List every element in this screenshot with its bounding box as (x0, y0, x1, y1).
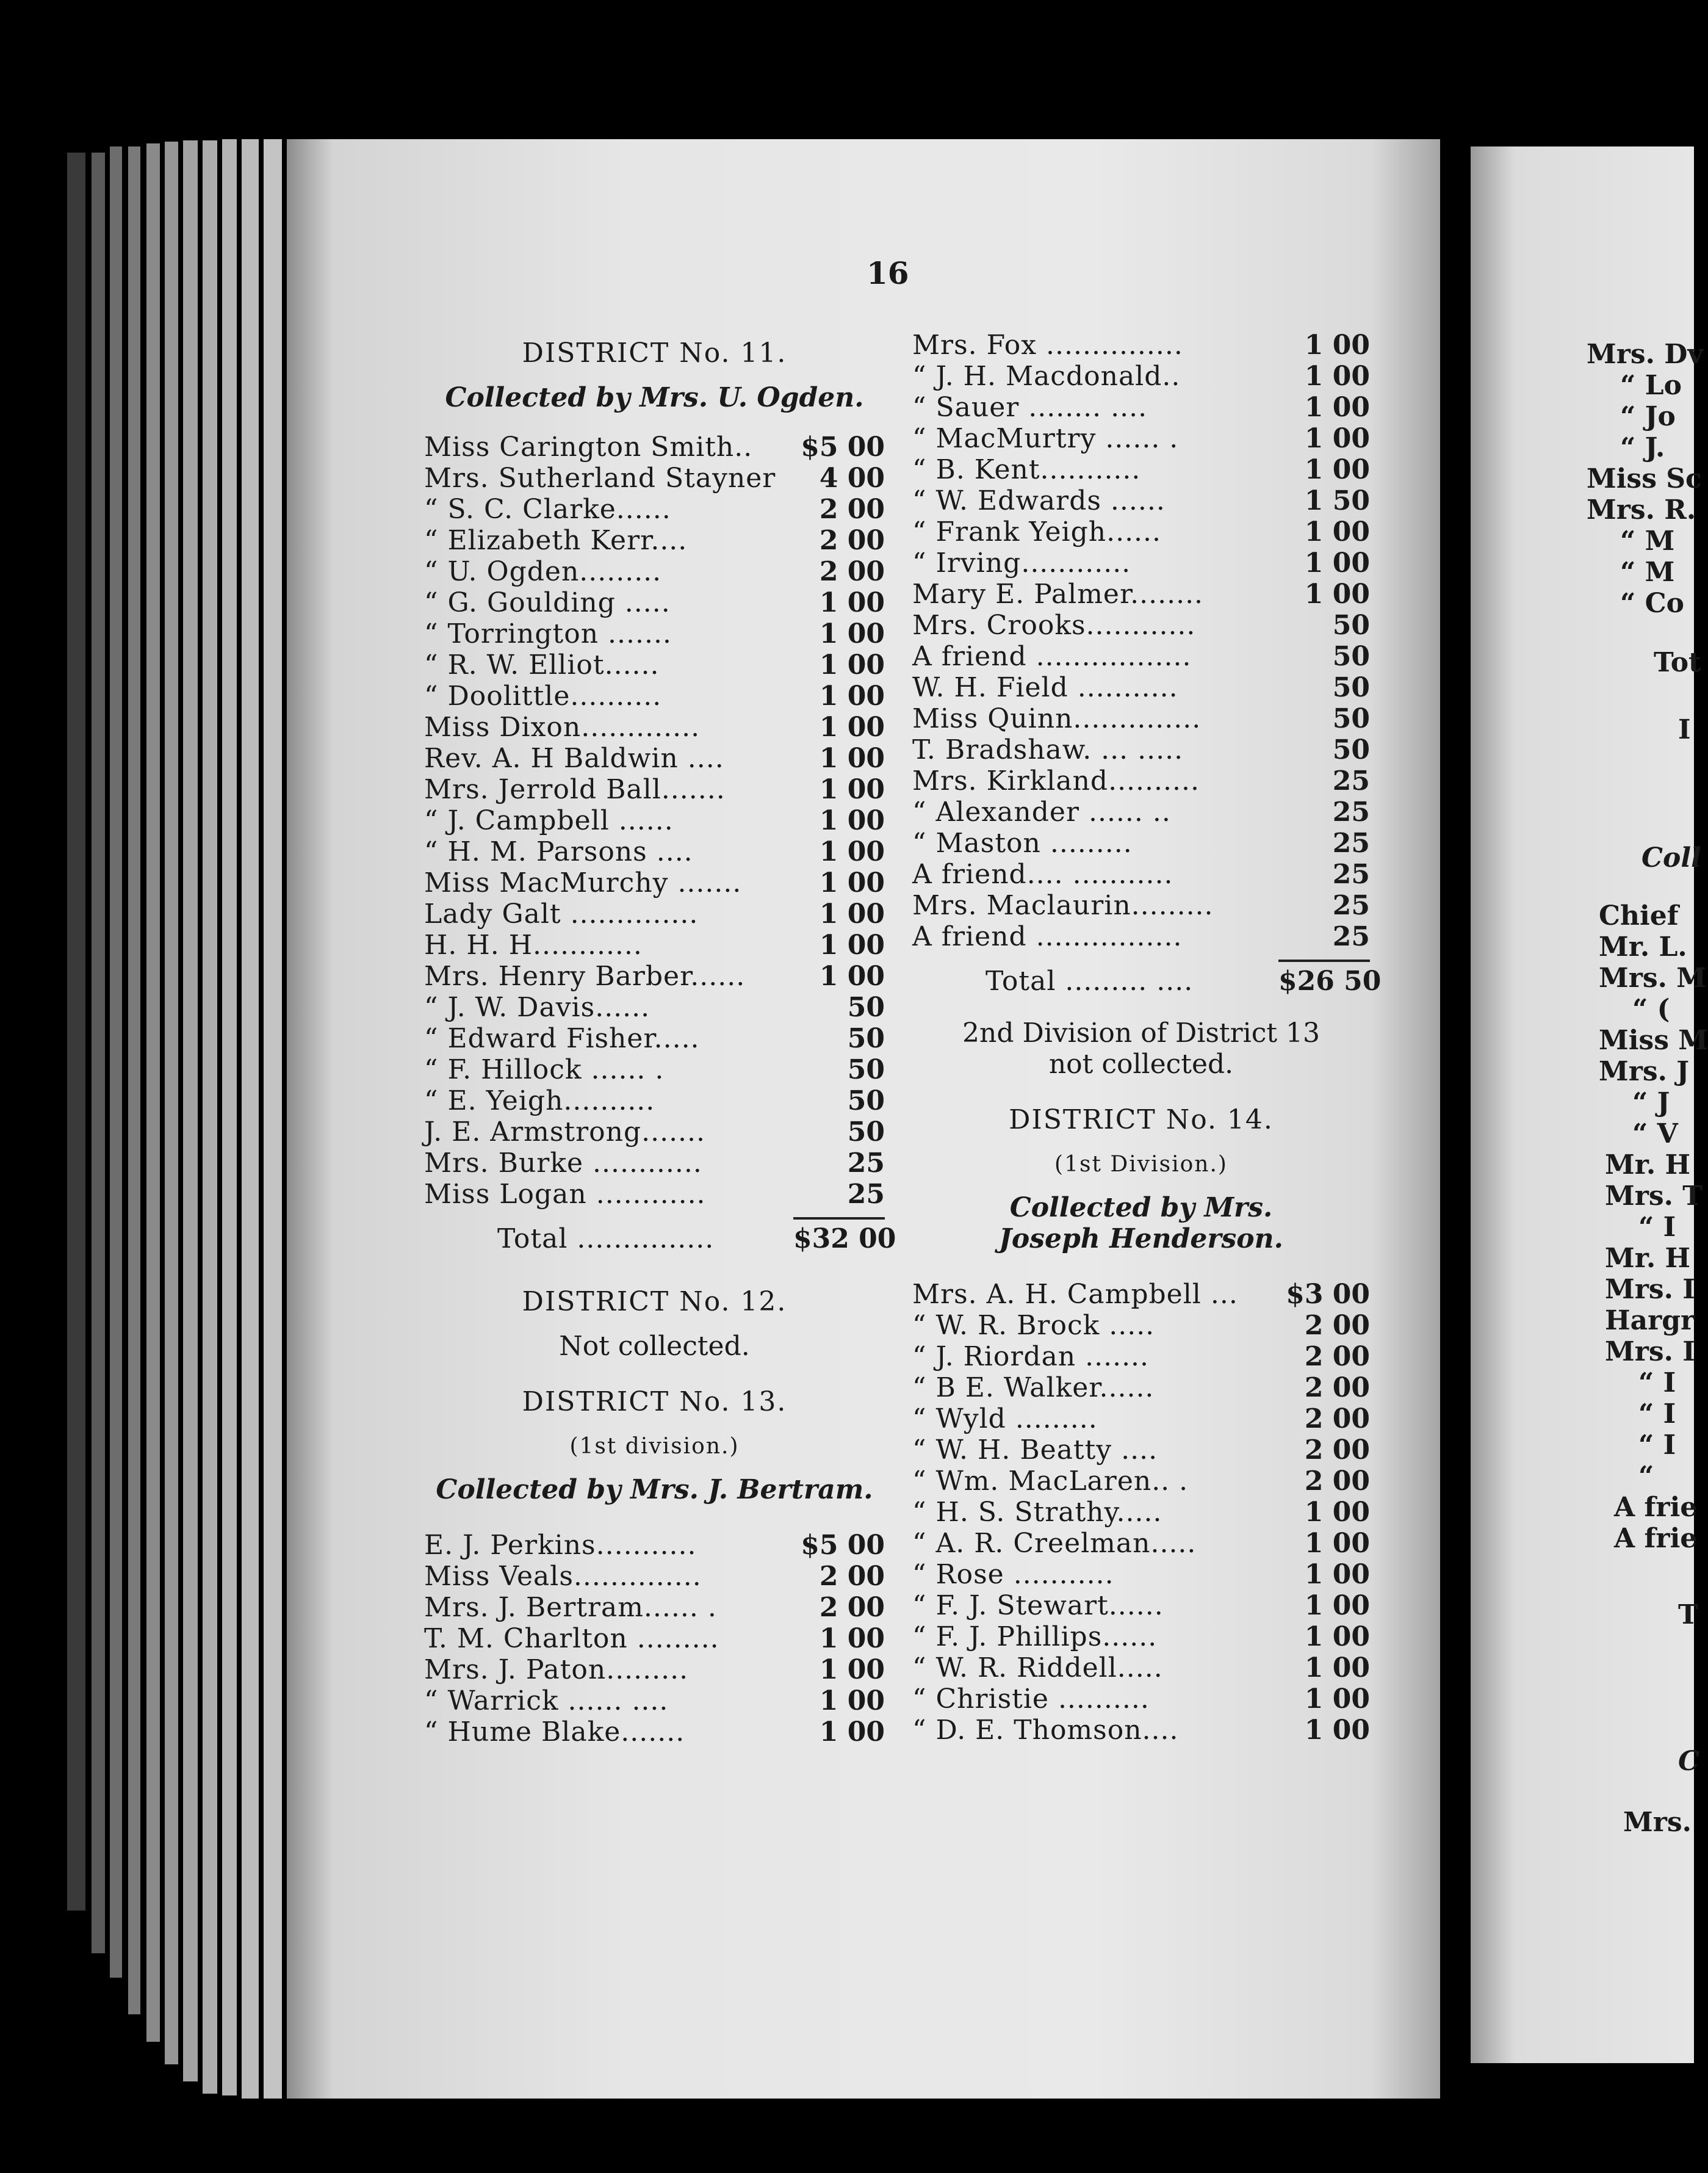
fragment-line: Mrs. I (1605, 1274, 1695, 1305)
fragment-line: Chief (1599, 900, 1679, 931)
list-item: “ Frank Yeigh...... 1 00 (912, 516, 1370, 548)
fragment-line: C (1678, 1746, 1700, 1777)
list-item: “ Edward Fisher..... 50 (424, 1023, 885, 1054)
district-11-total: Total ............... $32 00 (497, 1223, 896, 1254)
list-item: T. Bradshaw. ... ..... 50 (912, 734, 1370, 765)
fragment-line: Mrs. J (1599, 1056, 1690, 1087)
fragment-line: I (1678, 714, 1691, 745)
fragment-line: “ Jo (1620, 401, 1676, 432)
district-13-heading: DISTRICT No. 13. (522, 1386, 787, 1417)
list-item: Miss Dixon............. 1 00 (424, 712, 885, 743)
fragment-line: “ J. (1620, 432, 1665, 463)
list-item: “ W. Edwards ...... 1 50 (912, 485, 1370, 516)
list-item: H. H. H............ 1 00 (424, 930, 885, 961)
list-item: Mrs. Maclaurin......... 25 (912, 890, 1370, 921)
district-13-division: (1st division.) (569, 1434, 740, 1459)
fragment-line: “ I (1638, 1430, 1676, 1461)
fragment-line: T (1678, 1599, 1698, 1630)
list-item: T. M. Charlton ......... 1 00 (424, 1623, 885, 1654)
list-item: Mrs. Crooks............ 50 (912, 610, 1370, 641)
list-item: “ U. Ogden......... 2 00 (424, 556, 885, 587)
fragment-line: Mr. L. (1599, 931, 1687, 963)
list-item: Mrs. J. Bertram...... . 2 00 (424, 1592, 885, 1623)
fragment-line: Mr. H (1605, 1149, 1691, 1181)
district-13-collector: Collected by Mrs. J. Bertram. (436, 1474, 873, 1505)
list-item: Mrs. Fox ............... 1 00 (912, 330, 1370, 361)
fragment-line: Mrs. Dv (1587, 339, 1704, 370)
fragment-line: A frie (1614, 1523, 1698, 1554)
fragment-line: “ I (1638, 1212, 1676, 1243)
list-item: Mrs. Sutherland Stayner 4 00 (424, 463, 885, 494)
fragment-line: Hargr (1605, 1305, 1695, 1336)
list-item: W. H. Field ........... 50 (912, 672, 1370, 703)
fragment-line: “ (1638, 1461, 1654, 1492)
fragment-line: “ M (1620, 526, 1675, 557)
list-item: A friend ................. 50 (912, 641, 1370, 672)
list-item: “ Warrick ...... .... 1 00 (424, 1685, 885, 1716)
district-13-list (424, 1530, 885, 1748)
list-item: Mary E. Palmer........ 1 00 (912, 579, 1370, 610)
list-item: Miss Quinn.............. 50 (912, 703, 1370, 734)
list-item: E. J. Perkins........... $5 00 (424, 1530, 885, 1561)
district-14-division: (1st Division.) (1054, 1152, 1228, 1177)
left-column (424, 327, 896, 1748)
list-item: “ F. J. Stewart...... 1 00 (912, 1590, 1370, 1621)
fragment-line: A frie (1614, 1492, 1698, 1523)
district-14-heading: DISTRICT No. 14. (1009, 1104, 1274, 1135)
district-14-list (912, 1279, 1370, 1746)
list-item: “ W. R. Brock ..... 2 00 (912, 1310, 1370, 1341)
list-item: Mrs. Kirkland.......... 25 (912, 765, 1370, 797)
page-number: 16 (867, 255, 909, 291)
list-item: “ W. H. Beatty .... 2 00 (912, 1434, 1370, 1466)
list-item: “ Sauer ........ .... 1 00 (912, 392, 1370, 423)
list-item: “ D. E. Thomson.... 1 00 (912, 1715, 1370, 1746)
fragment-line: Mrs. I (1605, 1336, 1695, 1367)
list-item: “ J. Campbell ...... 1 00 (424, 805, 885, 836)
list-item: “ H. S. Strathy..... 1 00 (912, 1497, 1370, 1528)
list-item: “ W. R. Riddell..... 1 00 (912, 1652, 1370, 1683)
list-item: “ Christie .......... 1 00 (912, 1683, 1370, 1715)
district-13-total: Total ......... .... $26 50 (986, 966, 1382, 997)
district-14-collector: Collected by Mrs. Joseph Henderson. (999, 1192, 1283, 1254)
list-item: Mrs. Henry Barber...... 1 00 (424, 961, 885, 992)
list-item: “ G. Goulding ..... 1 00 (424, 587, 885, 618)
fragment-line: “ I (1638, 1367, 1676, 1398)
list-item: Lady Galt .............. 1 00 (424, 898, 885, 930)
fragment-line: Mrs. T (1605, 1181, 1703, 1212)
list-item: “ S. C. Clarke...... 2 00 (424, 494, 885, 525)
list-item: Mrs. Burke ............ 25 (424, 1148, 885, 1179)
fragment-line: Coll (1641, 842, 1701, 873)
list-item: “ E. Yeigh.......... 50 (424, 1085, 885, 1116)
list-item: “ Alexander ...... .. 25 (912, 797, 1370, 828)
list-item: “ F. J. Phillips...... 1 00 (912, 1621, 1370, 1652)
district-13-note: 2nd Division of District 13 not collected. (962, 1018, 1320, 1080)
list-item: “ R. W. Elliot...... 1 00 (424, 649, 885, 681)
total-rule (793, 1217, 885, 1220)
list-item: “ MacMurtry ...... . 1 00 (912, 423, 1370, 454)
list-item: Miss Veals.............. 2 00 (424, 1561, 885, 1592)
list-item: A friend.... ........... 25 (912, 859, 1370, 890)
district-12-note: Not collected. (559, 1331, 750, 1362)
district-12-heading: DISTRICT No. 12. (522, 1286, 787, 1317)
list-item: “ Doolittle.......... 1 00 (424, 681, 885, 712)
list-item: Miss Carington Smith.. $5 00 (424, 432, 885, 463)
list-item: J. E. Armstrong....... 50 (424, 1116, 885, 1148)
list-item: “ A. R. Creelman..... 1 00 (912, 1528, 1370, 1559)
list-item: “ Wm. MacLaren.. . 2 00 (912, 1466, 1370, 1497)
list-item: Mrs. A. H. Campbell ... $3 00 (912, 1279, 1370, 1310)
list-item: “ J. Riordan ....... 2 00 (912, 1341, 1370, 1372)
list-item: “ J. H. Macdonald.. 1 00 (912, 361, 1370, 392)
list-item: “ H. M. Parsons .... 1 00 (424, 836, 885, 867)
list-item: “ Elizabeth Kerr.... 2 00 (424, 525, 885, 556)
fragment-line: “ V (1632, 1118, 1678, 1149)
fragment-line: Miss Sc (1587, 463, 1702, 494)
list-item: Mrs. Jerrold Ball....... 1 00 (424, 774, 885, 805)
list-item: Rev. A. H Baldwin .... 1 00 (424, 743, 885, 774)
fragment-line: Mrs. M (1599, 963, 1706, 994)
fragment-line: “ Co (1620, 588, 1684, 619)
district-11-collector: Collected by Mrs. U. Ogden. (445, 382, 864, 413)
fragment-line: Mrs. (1623, 1807, 1692, 1838)
list-item: Miss MacMurchy ....... 1 00 (424, 867, 885, 898)
fragment-line: “ I (1638, 1398, 1676, 1430)
fragment-line: Mr. H (1605, 1243, 1691, 1274)
list-item: “ Maston ......... 25 (912, 828, 1370, 859)
fragment-line: Miss M (1599, 1025, 1708, 1056)
fragment-line: Mrs. R. (1587, 494, 1696, 526)
list-item: “ J. W. Davis...... 50 (424, 992, 885, 1023)
list-item: “ Irving............ 1 00 (912, 548, 1370, 579)
right-column (912, 330, 1382, 1746)
total-rule (1278, 960, 1370, 962)
list-item: “ Rose ........... 1 00 (912, 1559, 1370, 1590)
list-item: “ Wyld ......... 2 00 (912, 1403, 1370, 1434)
next-page (1471, 146, 1708, 2063)
district-11-list (424, 432, 885, 1210)
fragment-line: “ ( (1632, 994, 1670, 1025)
list-item: “ Torrington ....... 1 00 (424, 618, 885, 649)
list-item: “ B. Kent........... 1 00 (912, 454, 1370, 485)
district-11-heading: DISTRICT No. 11. (522, 338, 787, 369)
list-item: Mrs. J. Paton......... 1 00 (424, 1654, 885, 1685)
fragment-line: “ J (1632, 1087, 1670, 1118)
list-item: “ Hume Blake....... 1 00 (424, 1716, 885, 1748)
fragment-line: “ Lo (1620, 370, 1682, 401)
list-item: “ F. Hillock ...... . 50 (424, 1054, 885, 1085)
list-item: A friend ................ 25 (912, 921, 1370, 952)
list-item: “ B E. Walker...... 2 00 (912, 1372, 1370, 1403)
district-13-continued-list (912, 330, 1370, 952)
fragment-line: “ M (1620, 557, 1675, 588)
fragment-line: Tot (1654, 647, 1701, 678)
list-item: Miss Logan ............ 25 (424, 1179, 885, 1210)
